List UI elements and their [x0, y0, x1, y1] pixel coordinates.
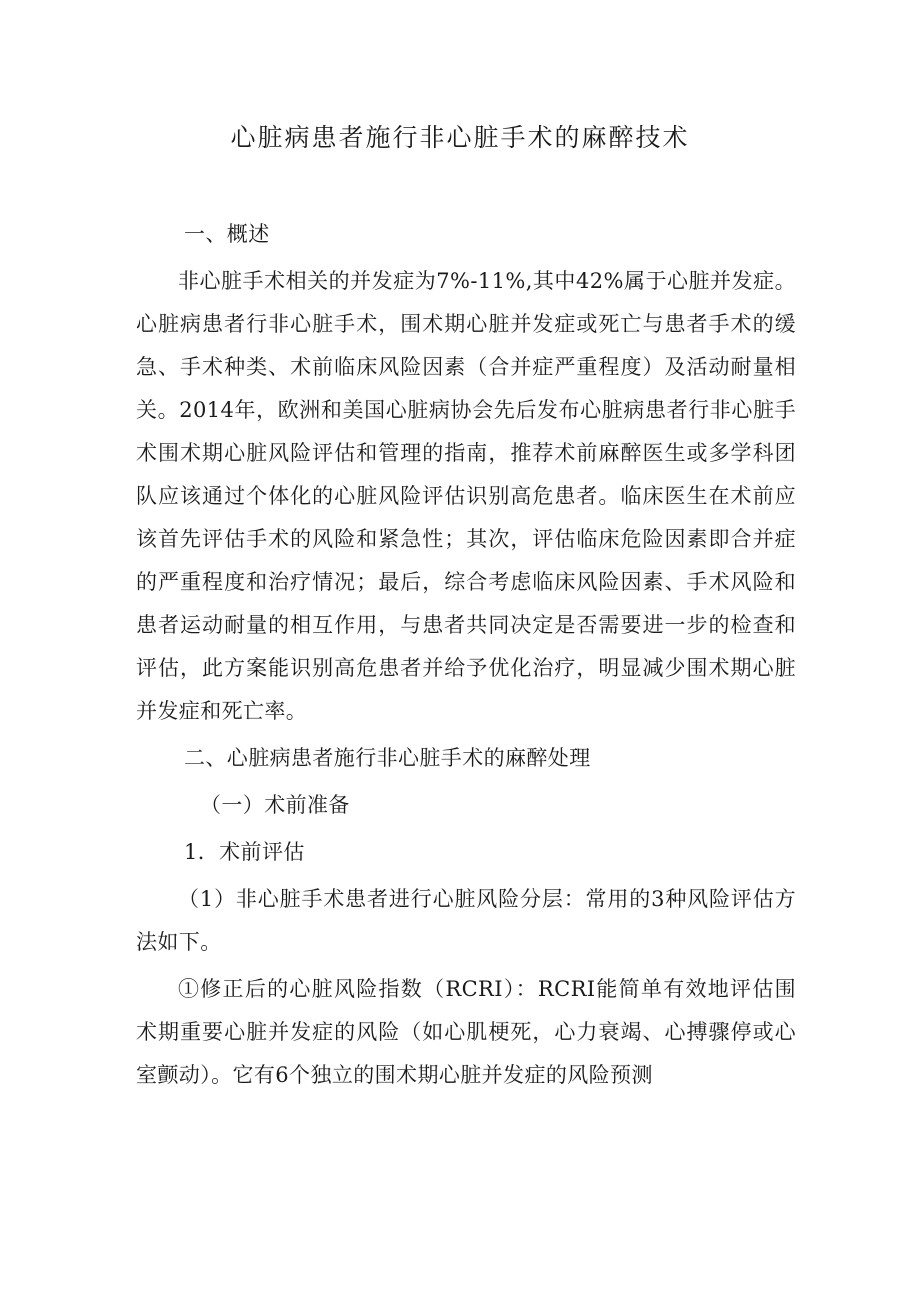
document-title: 心脏病患者施行非心脏手术的麻醉技术: [230, 123, 690, 152]
paragraph-overview: 非心脏手术相关的并发症为7%-11%,其中42%属于心脏并发症。心脏病患者行非心脏手术，围术期心脏并发症或死亡与患者手术的缓急、手术种类、术前临床风险因素（合并症严重程度）及活动耐量相关。2014年，欧洲和美国心脏病协会先后发布心脏病患者行非心脏手术围术期心脏风险评估和管理的指南，推荐术前麻醉医生或多学科团队应该通过个体化的心脏风险评估识别高危患者。临床医生在术前应该首先评估手术的风险和紧急性；其次，评估临床危险因素即合并症的严重程度和治疗情况；最后，综合考虑临床风险因素、手术风险和患者运动耐量的相互作用，与患者共同决定是否需要进一步的检查和评估，此方案能识别高危患者并给予优化治疗，明显减少围术期心脏并发症和死亡率。: [136, 269, 796, 723]
section-heading-overview: 一、概述: [184, 222, 270, 246]
paragraph-risk-stratification: （1）非心脏手术患者进行心脏风险分层：常用的3种风险评估方法如下。: [136, 887, 796, 954]
document-body: [136, 213, 796, 1101]
paragraph-rcri: ①修正后的心脏风险指数（RCRI）：RCRI能简单有效地评估围术期重要心脏并发症的风险（如心肌梗死，心力衰竭、心搏骤停或心室颤动）。它有6个独立的围术期心脏并发症的风险预测: [136, 977, 796, 1087]
section-heading-anesthesia: 二、心脏病患者施行非心脏手术的麻醉处理: [184, 746, 591, 770]
item-heading-assessment: 1．术前评估: [184, 840, 305, 864]
subsection-heading-preparation: （一）术前准备: [200, 793, 350, 817]
